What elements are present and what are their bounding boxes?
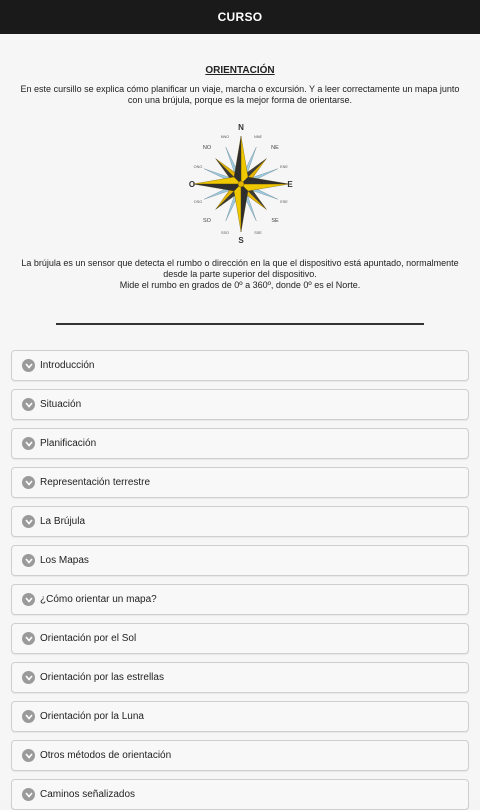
accordion-item-label: Otros métodos de orientación [40, 750, 172, 761]
accordion-item-planificacion[interactable] [11, 428, 469, 459]
compass-label-ne: NE [271, 145, 279, 151]
compass-label-so: SO [203, 218, 211, 224]
description-line-2: Mide el rumbo en grados de 0º a 360º, donde 0º es el Norte. [119, 280, 361, 290]
chevron-down-icon [22, 476, 35, 489]
accordion-item-orientacion-luna[interactable] [11, 701, 469, 732]
app-header [0, 0, 480, 35]
accordion-item-label: Situación [40, 399, 82, 410]
chevron-down-icon [22, 749, 35, 762]
compass-rose-image [186, 121, 296, 246]
accordion-item-situacion[interactable] [11, 389, 469, 420]
section-divider [56, 323, 424, 325]
accordion-item-caminos-senalizados[interactable] [11, 779, 469, 810]
compass-label-nne: NNE [253, 135, 263, 139]
chevron-down-icon [22, 593, 35, 606]
compass-label-sso: SSO [220, 231, 230, 235]
accordion-item-label: Planificación [40, 438, 97, 449]
accordion-item-label: Orientación por la Luna [40, 711, 144, 722]
accordion-item-introduccion[interactable] [11, 350, 469, 381]
chevron-down-icon [22, 515, 35, 528]
accordion-item-label: Introducción [40, 360, 95, 371]
chevron-down-icon [22, 632, 35, 645]
page-title: ORIENTACIÓN [205, 65, 275, 76]
compass-label-ono: ONO [193, 165, 203, 169]
accordion-item-otros-metodos[interactable] [11, 740, 469, 771]
accordion-item-label: ¿Cómo orientar un mapa? [40, 594, 157, 605]
compass-label-n: N [238, 123, 244, 132]
main-content[interactable] [0, 34, 480, 800]
accordion-item-label: Caminos señalizados [40, 789, 136, 800]
accordion-item-label: La Brújula [40, 516, 86, 527]
intro-text: En este cursillo se explica cómo planificar un viaje, marcha o excursión. Y a leer correctamente un mapa junto con una brújula, porque es la mejor forma de orientarse. [20, 84, 460, 105]
compass-label-se: SE [271, 218, 279, 224]
chevron-down-icon [22, 359, 35, 372]
chevron-down-icon [22, 710, 35, 723]
accordion-item-label: Orientación por el Sol [40, 633, 137, 644]
compass-label-nno: NNO [220, 135, 230, 139]
compass-label-no: NO [202, 145, 212, 151]
compass-description [20, 258, 460, 291]
accordion-item-la-brujula[interactable] [11, 506, 469, 537]
compass-label-o: O [188, 180, 196, 189]
accordion-item-label: Representación terrestre [40, 477, 151, 488]
chevron-down-icon [22, 554, 35, 567]
compass-label-ene: ENE [280, 165, 288, 169]
compass-label-e: E [287, 180, 293, 189]
chevron-down-icon [22, 398, 35, 411]
accordion-item-label: Orientación por las estrellas [40, 672, 164, 683]
accordion-item-representacion-terrestre[interactable] [11, 467, 469, 498]
accordion-item-orientacion-sol[interactable] [11, 623, 469, 654]
compass-label-s: S [238, 236, 244, 245]
accordion-item-los-mapas[interactable] [11, 545, 469, 576]
chevron-down-icon [22, 788, 35, 801]
chevron-down-icon [22, 437, 35, 450]
description-line-1: La brújula es un sensor que detecta el rumbo o dirección en la que el dispositivo está apuntado, normalmente desde la parte superior del dispositivo. [21, 258, 459, 279]
compass-label-oso: OSO [193, 200, 203, 204]
accordion-item-label: Los Mapas [40, 555, 89, 566]
chevron-down-icon [22, 671, 35, 684]
compass-label-sse: SSE [254, 231, 262, 235]
accordion-item-como-orientar-mapa[interactable] [11, 584, 469, 615]
compass-label-ese: ESE [280, 200, 288, 204]
header-title: CURSO [217, 10, 263, 24]
accordion-item-orientacion-estrellas[interactable] [11, 662, 469, 693]
